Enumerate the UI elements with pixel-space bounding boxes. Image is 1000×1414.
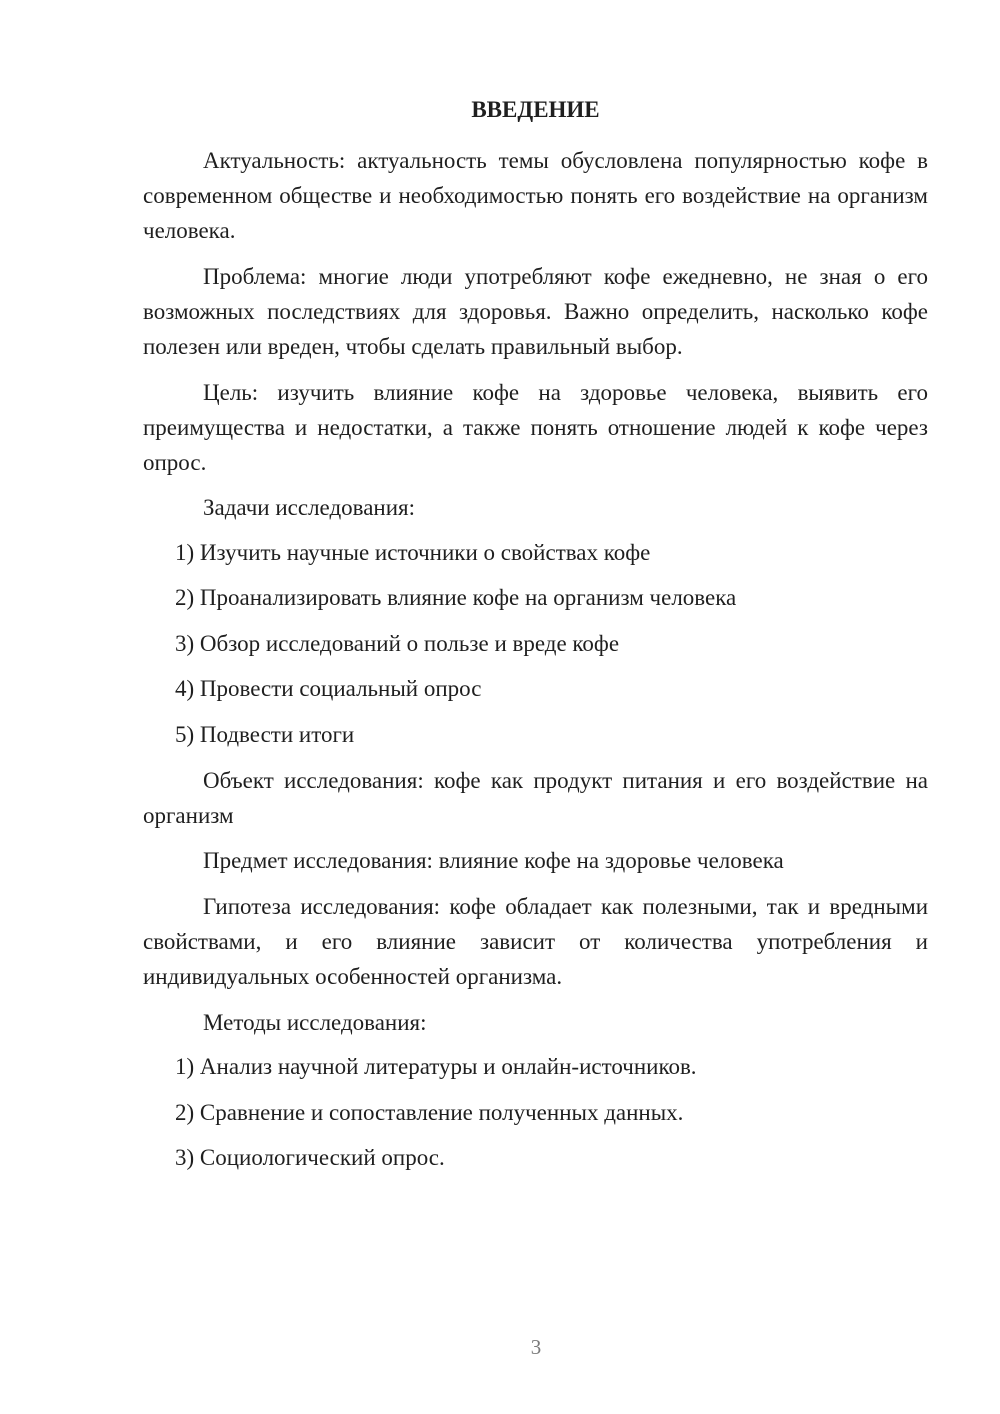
problem-paragraph: Проблема: многие люди употребляют кофе ежедневно, не зная о его возможных последствиях для здоровья. Важно определить, насколько кофе полезен или вреден, чтобы сделать правильный выбор. [143,264,928,359]
object-paragraph: Объект исследования: кофе как продукт питания и его воздействие на организм [143,768,928,828]
subject-line: Предмет исследования: влияние кофе на здоровье человека [203,848,784,873]
method-item-1: 1) Анализ научной литературы и онлайн-источников. [175,1054,697,1079]
tasks-heading: Задачи исследования: [203,495,416,520]
hypothesis-paragraph: Гипотеза исследования: кофе обладает как полезными, так и вредными свойствами, и его влияние зависит от количества употребления и индивидуальных особенностей организма. [143,894,928,989]
task-item-2: 2) Проанализировать влияние кофе на организм человека [175,585,737,610]
goal-paragraph: Цель: изучить влияние кофе на здоровье человека, выявить его преимущества и недостатки, а также понять отношение людей к кофе через опрос. [143,380,928,475]
methods-heading: Методы исследования: [203,1010,427,1035]
task-item-1: 1) Изучить научные источники о свойствах кофе [175,540,651,565]
task-item-4: 4) Провести социальный опрос [175,676,482,701]
page-number: 3 [530,1335,542,1359]
method-item-2: 2) Сравнение и сопоставление полученных данных. [175,1100,684,1125]
task-item-3: 3) Обзор исследований о пользе и вреде кофе [175,631,620,656]
task-item-5: 5) Подвести итоги [175,722,355,747]
relevance-paragraph: Актуальность: актуальность темы обусловлена популярностью кофе в современном обществе и необходимостью понять его воздействие на организм человека. [143,148,928,243]
page-title: ВВЕДЕНИЕ [471,97,600,122]
method-item-3: 3) Социологический опрос. [175,1145,445,1170]
